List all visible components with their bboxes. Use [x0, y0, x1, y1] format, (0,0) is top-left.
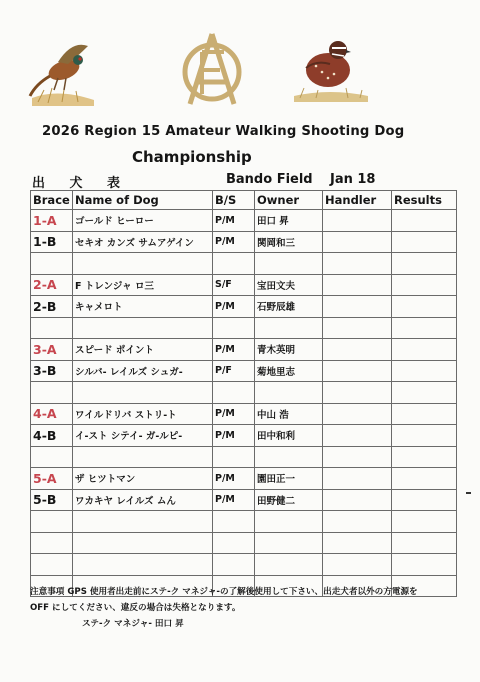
- dog-name-cell: スピード ポイント: [73, 339, 213, 361]
- owner-cell: 園田正一: [255, 468, 323, 490]
- dog-name-cell: ゴールド ヒーロー: [73, 210, 213, 232]
- results-cell: [392, 532, 457, 554]
- table-row: [31, 274, 457, 296]
- handler-cell: [323, 253, 392, 275]
- dog-name-cell: [73, 253, 213, 275]
- table-row: [31, 317, 457, 339]
- bs-cell: [213, 253, 255, 275]
- table-row: [31, 231, 457, 253]
- owner-cell: [255, 446, 323, 468]
- dog-name-cell: ワイルドリバ ストリ-ト: [73, 403, 213, 425]
- table-row: [31, 446, 457, 468]
- results-cell: [392, 253, 457, 275]
- results-cell: [392, 339, 457, 361]
- owner-cell: 青木英明: [255, 339, 323, 361]
- notes-section: [30, 584, 470, 632]
- event-title-championship: Championship: [132, 148, 252, 166]
- handler-cell: [323, 425, 392, 447]
- bs-cell: [213, 554, 255, 576]
- owner-cell: 石野辰雄: [255, 296, 323, 318]
- bs-cell: P/M: [213, 403, 255, 425]
- brace-cell: [31, 382, 73, 404]
- bs-cell: P/M: [213, 296, 255, 318]
- results-cell: [392, 554, 457, 576]
- brace-cell: 2-B: [31, 296, 73, 318]
- brace-cell: 1-A: [31, 210, 73, 232]
- bs-cell: [213, 317, 255, 339]
- stake-manager-signature: ステ-ク マネジャ- 田口 昇: [82, 619, 184, 629]
- table-row: [31, 425, 457, 447]
- dog-name-cell: [73, 511, 213, 533]
- dog-name-cell: キャメロト: [73, 296, 213, 318]
- results-cell: [392, 210, 457, 232]
- notes-line-1: 注意事項 GPS 使用者出走前にステ-ク マネジャ-の了解後使用して下さい、出走犬者以外の方電源を: [30, 587, 418, 597]
- bs-cell: P/M: [213, 231, 255, 253]
- results-cell: [392, 468, 457, 490]
- brace-cell: [31, 446, 73, 468]
- column-header-dog-name: Name of Dog: [73, 191, 213, 210]
- bs-cell: [213, 446, 255, 468]
- column-header-bs: B/S: [213, 191, 255, 210]
- handler-cell: [323, 532, 392, 554]
- dog-name-cell: [73, 554, 213, 576]
- club-logo: [172, 30, 252, 110]
- dog-name-cell: イ-スト シテイ- ガ-ルピ-: [73, 425, 213, 447]
- table-row: [31, 253, 457, 275]
- results-cell: [392, 511, 457, 533]
- handler-cell: [323, 446, 392, 468]
- table-header-row: [31, 191, 457, 210]
- handler-cell: [323, 554, 392, 576]
- event-date: Jan 18: [330, 172, 376, 187]
- table-row: [31, 382, 457, 404]
- owner-cell: 田中和利: [255, 425, 323, 447]
- owner-cell: 関岡和三: [255, 231, 323, 253]
- pheasant-illustration: [28, 36, 98, 106]
- column-header-owner: Owner: [255, 191, 323, 210]
- brace-cell: 2-A: [31, 274, 73, 296]
- column-header-brace: Brace: [31, 191, 73, 210]
- bs-cell: P/M: [213, 210, 255, 232]
- table-row: [31, 489, 457, 511]
- bs-cell: P/M: [213, 489, 255, 511]
- column-header-results: Results: [392, 191, 457, 210]
- owner-cell: 田口 昇: [255, 210, 323, 232]
- dog-name-cell: ザ ヒツトマン: [73, 468, 213, 490]
- owner-cell: [255, 511, 323, 533]
- owner-cell: [255, 532, 323, 554]
- margin-mark: [466, 492, 471, 494]
- dog-name-cell: セキオ カンズ サムアゲイン: [73, 231, 213, 253]
- quail-illustration: [290, 30, 370, 102]
- event-title: 2026 Region 15 Amateur Walking Shooting Dog: [42, 124, 405, 139]
- dog-name-cell: [73, 382, 213, 404]
- handler-cell: [323, 403, 392, 425]
- results-cell: [392, 403, 457, 425]
- dog-name-cell: ワカキヤ レイルズ ムん: [73, 489, 213, 511]
- results-cell: [392, 425, 457, 447]
- brace-cell: [31, 532, 73, 554]
- owner-cell: 中山 浩: [255, 403, 323, 425]
- field-name: Bando Field: [226, 172, 313, 187]
- owner-cell: 田野健二: [255, 489, 323, 511]
- table-row: [31, 532, 457, 554]
- handler-cell: [323, 317, 392, 339]
- entry-list-heading: 出 犬 表: [32, 176, 131, 191]
- table-row: [31, 468, 457, 490]
- owner-cell: 宝田文夫: [255, 274, 323, 296]
- dog-name-cell: F トレンジャ ロ三: [73, 274, 213, 296]
- handler-cell: [323, 210, 392, 232]
- bs-cell: P/M: [213, 468, 255, 490]
- results-cell: [392, 489, 457, 511]
- dog-name-cell: シルバ- レイルズ シュガ-: [73, 360, 213, 382]
- brace-cell: 4-B: [31, 425, 73, 447]
- table-row: [31, 360, 457, 382]
- brace-cell: 1-B: [31, 231, 73, 253]
- owner-cell: 菊地里志: [255, 360, 323, 382]
- brace-cell: [31, 317, 73, 339]
- handler-cell: [323, 511, 392, 533]
- handler-cell: [323, 296, 392, 318]
- handler-cell: [323, 489, 392, 511]
- owner-cell: [255, 317, 323, 339]
- dog-name-cell: [73, 532, 213, 554]
- brace-cell: [31, 253, 73, 275]
- bs-cell: S/F: [213, 274, 255, 296]
- brace-cell: [31, 511, 73, 533]
- brace-cell: 3-B: [31, 360, 73, 382]
- brace-cell: [31, 554, 73, 576]
- notes-line-2: OFF にしてください、違反の場合は失格となります。: [30, 603, 241, 613]
- handler-cell: [323, 468, 392, 490]
- handler-cell: [323, 231, 392, 253]
- results-cell: [392, 274, 457, 296]
- handler-cell: [323, 339, 392, 361]
- table-row: [31, 339, 457, 361]
- dog-name-cell: [73, 317, 213, 339]
- table-row: [31, 511, 457, 533]
- bs-cell: [213, 382, 255, 404]
- table-row: [31, 403, 457, 425]
- results-cell: [392, 317, 457, 339]
- dog-name-cell: [73, 446, 213, 468]
- handler-cell: [323, 274, 392, 296]
- owner-cell: [255, 253, 323, 275]
- results-cell: [392, 296, 457, 318]
- handler-cell: [323, 382, 392, 404]
- brace-cell: 4-A: [31, 403, 73, 425]
- results-cell: [392, 360, 457, 382]
- results-cell: [392, 382, 457, 404]
- bs-cell: P/F: [213, 360, 255, 382]
- bs-cell: [213, 511, 255, 533]
- table-row: [31, 554, 457, 576]
- brace-cell: 3-A: [31, 339, 73, 361]
- results-cell: [392, 446, 457, 468]
- bs-cell: P/M: [213, 425, 255, 447]
- owner-cell: [255, 554, 323, 576]
- results-cell: [392, 231, 457, 253]
- table-row: [31, 296, 457, 318]
- handler-cell: [323, 360, 392, 382]
- entry-table: [30, 190, 457, 597]
- owner-cell: [255, 382, 323, 404]
- brace-cell: 5-A: [31, 468, 73, 490]
- bs-cell: P/M: [213, 339, 255, 361]
- bs-cell: [213, 532, 255, 554]
- brace-cell: 5-B: [31, 489, 73, 511]
- table-row: [31, 210, 457, 232]
- column-header-handler: Handler: [323, 191, 392, 210]
